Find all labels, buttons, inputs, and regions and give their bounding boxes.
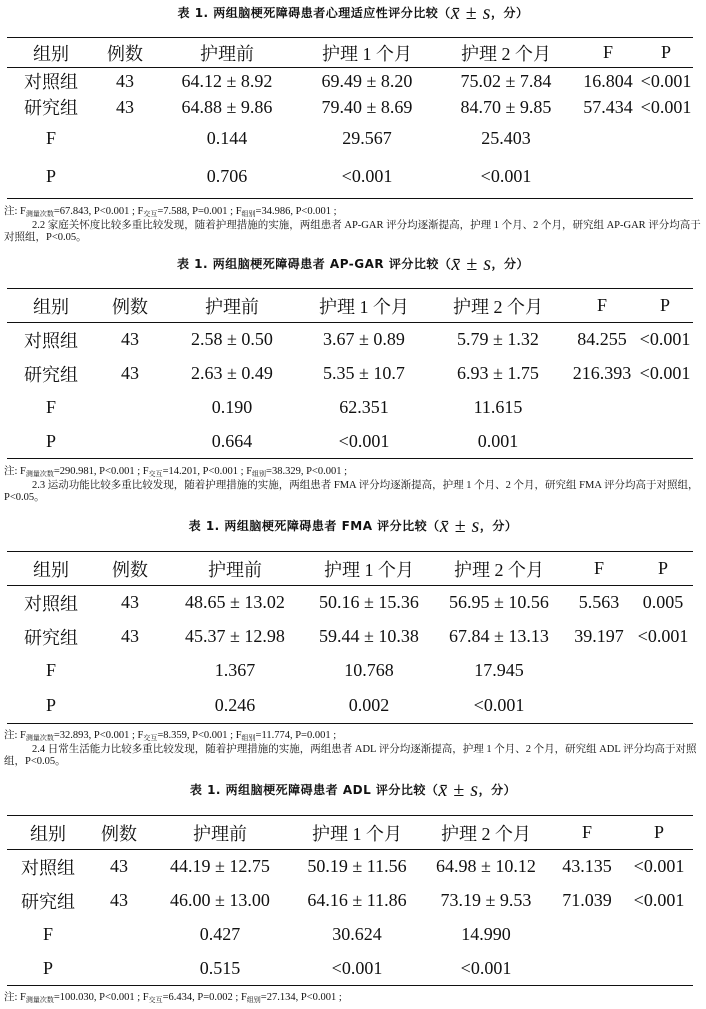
cell: 84.255 [577, 329, 627, 350]
table-row [7, 884, 693, 918]
cell: 59.44 ± 10.38 [319, 626, 419, 646]
table-title-stat: x̄ ± s [450, 2, 491, 24]
table-row [7, 850, 693, 884]
table-title-text: 表 1. 两组脑梗死障碍患者 ADL 评分比较（ [189, 783, 439, 797]
cell: 69.49 ± 8.20 [321, 70, 413, 91]
cell: 64.16 ± 11.86 [307, 890, 407, 910]
table-row [7, 586, 693, 620]
cell: 50.19 ± 11.56 [307, 856, 407, 877]
cell: 3.67 ± 0.89 [323, 329, 405, 350]
header-2-month: 护理 2 个月 [454, 559, 544, 580]
header-before: 护理前 [205, 296, 259, 317]
cell: 43 [121, 626, 139, 646]
cell: 研究组 [21, 891, 75, 912]
cell: 17.945 [474, 660, 524, 680]
cell: 0.190 [211, 397, 253, 417]
table-row [7, 688, 693, 724]
cell [577, 120, 639, 156]
cell [633, 688, 693, 724]
cell: 30.624 [332, 924, 382, 944]
note-text: =11.774, P=0.001 ; [255, 730, 337, 741]
header-2-month: 护理 2 个月 [461, 43, 551, 64]
cell [95, 156, 155, 198]
cell: 0.515 [199, 957, 241, 978]
note-text: 注: F [4, 992, 26, 1003]
header-f: F [596, 295, 607, 315]
table-row [7, 918, 693, 952]
stat-footnote [4, 730, 704, 744]
cell: 56.95 ± 10.56 [449, 592, 549, 613]
table-title-text: 表 1. 两组脑梗死障碍患者心理适应性评分比较（ [177, 6, 451, 20]
note-text: =7.588, P=0.001 ; F [157, 206, 242, 217]
cell [567, 425, 637, 459]
table-row [7, 156, 693, 198]
body-paragraph: 2.3 运动功能比较多重比较发现，随着护理措施的实施，两组患者 FMA 评分均逐渐提高，护理 1 个月、2 个月，研究组 FMA 评分均高于对照组，P<0.05。 [4, 480, 699, 503]
cell: <0.001 [338, 430, 390, 451]
cell: <0.001 [640, 70, 692, 91]
note-text: =34.986, P<0.001 ; [255, 206, 337, 217]
cell [625, 952, 693, 986]
cell: 5.563 [578, 592, 620, 613]
table-3-note [4, 730, 704, 768]
header-count: 例数 [112, 296, 148, 317]
cell: 研究组 [24, 627, 78, 648]
cell [95, 425, 165, 459]
cell: <0.001 [639, 329, 691, 350]
cell: 43 [121, 592, 139, 613]
header-group: 组别 [33, 296, 69, 317]
note-text: =8.359, P<0.001 ; F [157, 730, 242, 741]
cell: 对照组 [21, 857, 75, 878]
header-1-month: 护理 1 个月 [324, 559, 414, 580]
table-3 [7, 551, 693, 724]
header-p: P [653, 822, 664, 842]
note-text: =27.134, P<0.001 ; [260, 992, 342, 1003]
header-group: 组别 [33, 43, 69, 64]
header-2-month: 护理 2 个月 [441, 823, 531, 844]
table-4-title [0, 779, 706, 802]
note-sub: 测量次数 [25, 210, 54, 218]
cell [639, 156, 693, 198]
header-before: 护理前 [208, 559, 262, 580]
cell: 43 [116, 70, 134, 91]
table-row [7, 357, 693, 391]
cell [89, 952, 149, 986]
table-title-stat: x̄ ± s [439, 515, 480, 537]
cell: 43 [110, 890, 128, 910]
cell: 0.002 [348, 694, 390, 715]
cell: 0.246 [214, 694, 256, 715]
note-sub: 交互 [143, 734, 158, 742]
table-row [7, 120, 693, 156]
note-text: =32.893, P<0.001 ; F [53, 730, 144, 741]
table-row [7, 425, 693, 459]
cell: 对照组 [24, 72, 78, 92]
cell: 46.00 ± 13.00 [170, 890, 270, 910]
cell: 71.039 [562, 890, 612, 910]
cell: P [45, 430, 56, 451]
header-count: 例数 [112, 559, 148, 580]
cell: 62.351 [339, 397, 389, 417]
cell [549, 918, 625, 952]
body-paragraph: 2.2 家庭关怀度比较多重比较发现，随着护理措施的实施，两组患者 AP-GAR 评分均逐渐提高，护理 1 个月、2 个月，研究组 AP-GAR 评分均高于对照组，P<0.05。 [4, 220, 701, 243]
header-before: 护理前 [200, 43, 254, 64]
cell: 43.135 [562, 856, 612, 877]
note-sub: 组别 [241, 734, 256, 742]
cell: 64.88 ± 9.86 [181, 96, 273, 117]
table-title-text: 表 1. 两组脑梗死障碍患者 AP-GAR 评分比较（ [176, 257, 452, 271]
table-1-note [4, 206, 704, 244]
note-sub: 交互 [143, 210, 158, 218]
cell [577, 156, 639, 198]
header-1-month: 护理 1 个月 [322, 43, 412, 64]
cell [567, 391, 637, 425]
note-text: =14.201, P<0.001 ; F [162, 466, 253, 477]
cell: 0.664 [211, 430, 253, 451]
header-count: 例数 [107, 43, 143, 64]
cell [95, 391, 165, 425]
note-sub: 测量次数 [25, 470, 54, 478]
cell: 43 [116, 96, 134, 117]
cell: 11.615 [473, 397, 523, 417]
note-text: 注: F [4, 466, 26, 477]
stat-footnote [4, 466, 704, 480]
cell: 对照组 [24, 593, 78, 614]
note-sub: 组别 [252, 470, 267, 478]
cell: <0.001 [473, 694, 525, 715]
table-row [7, 323, 693, 357]
note-text: 注: F [4, 730, 26, 741]
cell: 2.58 ± 0.50 [191, 329, 273, 350]
table-row [7, 952, 693, 986]
cell: <0.001 [640, 96, 692, 117]
header-1-month: 护理 1 个月 [319, 296, 409, 317]
cell [89, 918, 149, 952]
table-2-note [4, 466, 704, 504]
cell: P [42, 957, 53, 978]
cell: F [45, 660, 56, 680]
body-paragraph: 2.4 日常生活能力比较多重比较发现，随着护理措施的实施，两组患者 ADL 评分均逐渐提高，护理 1 个月、2 个月，研究组 ADL 评分均高于对照组，P<0.05。 [4, 744, 697, 767]
cell [95, 688, 165, 724]
table-row [7, 654, 693, 688]
cell: 75.02 ± 7.84 [460, 70, 552, 91]
cell: F [45, 397, 56, 417]
cell: 79.40 ± 8.69 [321, 96, 413, 117]
cell [565, 654, 633, 688]
cell: 45.37 ± 12.98 [185, 626, 285, 646]
cell [565, 688, 633, 724]
cell [633, 654, 693, 688]
cell [637, 425, 693, 459]
cell: P [45, 166, 56, 187]
cell [95, 654, 165, 688]
cell: <0.001 [331, 957, 383, 978]
cell: F [45, 127, 56, 148]
table-title-suffix: ，分） [490, 6, 529, 20]
cell: 44.19 ± 12.75 [170, 856, 270, 877]
cell: <0.001 [480, 166, 532, 187]
cell: 1.367 [214, 660, 256, 680]
cell: 5.35 ± 10.7 [323, 363, 405, 383]
note-text: =100.030, P<0.001 ; F [53, 992, 149, 1003]
cell: 研究组 [24, 98, 78, 118]
header-group: 组别 [30, 823, 66, 844]
header-f: F [602, 42, 613, 62]
note-sub: 交互 [148, 996, 163, 1004]
cell: 25.403 [481, 127, 531, 148]
note-text: =38.329, P<0.001 ; [266, 466, 348, 477]
cell [549, 952, 625, 986]
cell: 0.427 [199, 924, 241, 944]
table-title-stat: x̄ ± s [438, 779, 479, 801]
cell: 67.84 ± 13.13 [449, 626, 549, 646]
cell: 43 [121, 363, 139, 383]
table-title-text: 表 1. 两组脑梗死障碍患者 FMA 评分比较（ [188, 519, 440, 533]
table-title-stat: x̄ ± s [451, 253, 492, 275]
table-4 [7, 815, 693, 986]
header-before: 护理前 [193, 823, 247, 844]
table-4-note [4, 992, 704, 1006]
table-title-suffix: ，分） [479, 519, 518, 533]
cell: 73.19 ± 9.53 [440, 890, 532, 910]
note-sub: 组别 [241, 210, 256, 218]
note-sub: 测量次数 [25, 996, 54, 1004]
header-f: F [581, 822, 592, 842]
header-1-month: 护理 1 个月 [312, 823, 402, 844]
cell: 10.768 [344, 660, 394, 680]
note-sub: 测量次数 [25, 734, 54, 742]
note-text: 注: F [4, 206, 26, 217]
cell: <0.001 [633, 890, 685, 910]
cell: 64.98 ± 10.12 [436, 856, 536, 877]
header-count: 例数 [101, 823, 137, 844]
cell: 57.434 [583, 96, 633, 117]
cell: 16.804 [583, 70, 633, 91]
table-1-title [0, 2, 706, 25]
cell: 0.001 [477, 430, 519, 451]
cell: <0.001 [637, 626, 689, 646]
cell: 50.16 ± 15.36 [319, 592, 419, 613]
table-row [7, 620, 693, 654]
cell: 39.197 [574, 626, 624, 646]
cell: 2.63 ± 0.49 [191, 363, 273, 383]
cell: 研究组 [24, 364, 78, 385]
table-3-title [0, 515, 706, 538]
cell: <0.001 [633, 856, 685, 877]
header-2-month: 护理 2 个月 [453, 296, 543, 317]
cell: 对照组 [24, 330, 78, 351]
cell: 0.144 [206, 127, 248, 148]
header-group: 组别 [33, 559, 69, 580]
note-sub: 组别 [246, 996, 261, 1004]
cell [95, 120, 155, 156]
note-text: =67.843, P<0.001 ; F [53, 206, 144, 217]
cell: <0.001 [460, 957, 512, 978]
note-sub: 交互 [148, 470, 163, 478]
table-title-suffix: ，分） [491, 257, 529, 271]
cell: 29.567 [342, 127, 392, 148]
cell: 0.706 [206, 166, 248, 187]
cell: 43 [121, 329, 139, 350]
cell: F [42, 924, 53, 944]
cell: 6.93 ± 1.75 [457, 363, 539, 383]
cell: 14.990 [461, 924, 511, 944]
table-2-title [0, 253, 706, 276]
cell: 64.12 ± 8.92 [181, 70, 273, 91]
cell: 216.393 [572, 363, 632, 383]
table-row [7, 68, 693, 95]
cell: 5.79 ± 1.32 [457, 329, 539, 350]
cell: 48.65 ± 13.02 [185, 592, 285, 613]
cell: P [45, 694, 56, 715]
cell [639, 120, 693, 156]
stat-footnote [4, 992, 704, 1006]
header-p: P [657, 558, 668, 578]
cell: 43 [110, 856, 128, 877]
header-f: F [593, 558, 604, 578]
header-p: P [659, 295, 670, 315]
cell: <0.001 [639, 363, 691, 383]
table-title-suffix: ，分） [478, 783, 517, 797]
note-text: =290.981, P<0.001 ; F [53, 466, 149, 477]
table-1 [7, 37, 693, 199]
table-row [7, 94, 693, 120]
cell: <0.001 [341, 166, 393, 187]
table-2 [7, 288, 693, 459]
cell: 84.70 ± 9.85 [460, 96, 552, 117]
note-text: =6.434, P=0.002 ; F [162, 992, 247, 1003]
table-row [7, 391, 693, 425]
cell [625, 918, 693, 952]
cell: 0.005 [642, 592, 684, 613]
header-p: P [660, 42, 671, 62]
stat-footnote [4, 206, 704, 220]
cell [637, 391, 693, 425]
